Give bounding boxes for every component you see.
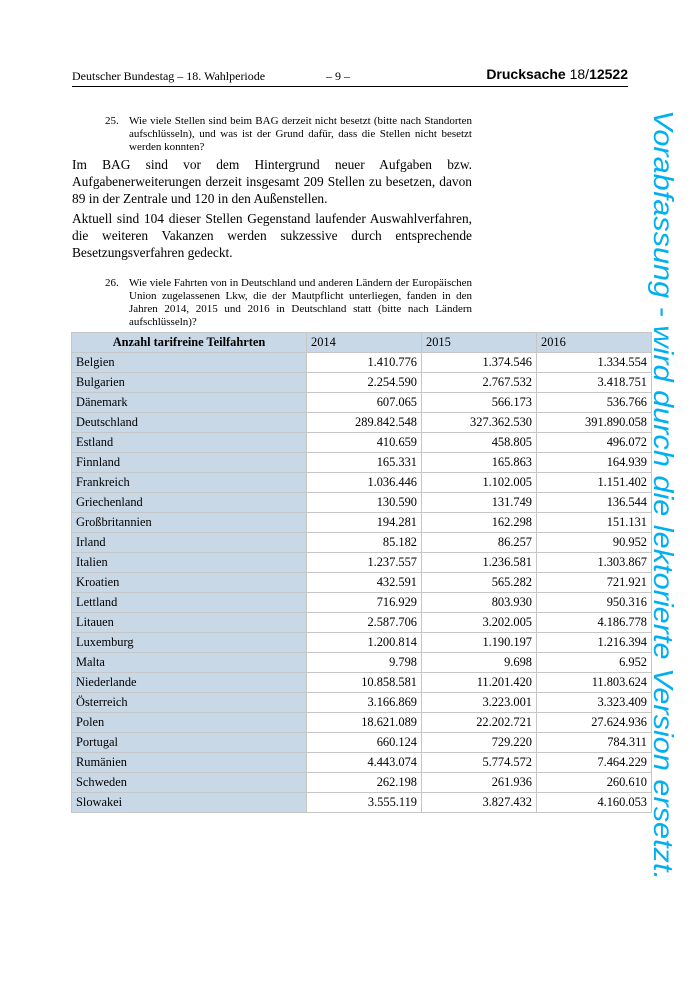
table-cell-value: 1.036.446 [307, 473, 422, 493]
table-row [72, 453, 652, 473]
table-cell-value: 9.698 [422, 653, 537, 673]
table-cell-country: Belgien [72, 353, 307, 373]
table-cell-value: 4.160.053 [537, 793, 652, 813]
table-cell-value: 7.464.229 [537, 753, 652, 773]
table-row [72, 773, 652, 793]
table-cell-value: 3.323.409 [537, 693, 652, 713]
table-row [72, 693, 652, 713]
header-parliament: Deutscher Bundestag – 18. Wahlperiode [72, 69, 266, 83]
table-cell-value: 164.939 [537, 453, 652, 473]
table-cell-country: Niederlande [72, 673, 307, 693]
table-cell-value: 458.805 [422, 433, 537, 453]
table-cell-value: 391.890.058 [537, 413, 652, 433]
table-cell-country: Dänemark [72, 393, 307, 413]
watermark-text: Vorabfassung - wird durch die lektorierte Version ersetzt. [648, 110, 679, 813]
table-cell-value: 432.591 [307, 573, 422, 593]
table-cell-value: 165.331 [307, 453, 422, 473]
table-cell-value: 162.298 [422, 513, 537, 533]
table-cell-value: 3.418.751 [537, 373, 652, 393]
table-cell-value: 9.798 [307, 653, 422, 673]
table-row [72, 633, 652, 653]
table-cell-value: 131.749 [422, 493, 537, 513]
table-row [72, 513, 652, 533]
table-row [72, 653, 652, 673]
table-cell-value: 1.303.867 [537, 553, 652, 573]
table-cell-value: 1.236.581 [422, 553, 537, 573]
table-cell-value: 289.842.548 [307, 413, 422, 433]
table-cell-country: Österreich [72, 693, 307, 713]
table-row [72, 493, 652, 513]
table-cell-value: 1.334.554 [537, 353, 652, 373]
question-26-text: Wie viele Fahrten von in Deutschland und anderen Ländern der Europäischen Union zugelassenen Lkw, die der Mautpflicht unterliegen, fanden in den Jahren 2014, 2015 und 2016 in Deutschland statt (bitte nach Ländern aufschlüsseln)? [129, 277, 472, 328]
table-cell-value: 151.131 [537, 513, 652, 533]
table-cell-country: Malta [72, 653, 307, 673]
table-cell-country: Litauen [72, 613, 307, 633]
table-cell-value: 536.766 [537, 393, 652, 413]
header-document-number [486, 66, 628, 82]
table-cell-country: Italien [72, 553, 307, 573]
table-cell-country: Bulgarien [72, 373, 307, 393]
table-row [72, 353, 652, 373]
table-cell-value: 4.443.074 [307, 753, 422, 773]
table-cell-value: 784.311 [537, 733, 652, 753]
table-cell-country: Irland [72, 533, 307, 553]
header-doc-period: 18/ [569, 66, 590, 82]
table-row [72, 553, 652, 573]
table-cell-value: 18.621.089 [307, 713, 422, 733]
answer-25-paragraph-2: Aktuell sind 104 dieser Stellen Gegenstand laufender Auswahlverfahren, die weiteren Vakanzen werden sukzessive durch entsprechende Besetzungsverfahren gedeckt. [72, 211, 472, 260]
table-row [72, 533, 652, 553]
table-cell-value: 11.201.420 [422, 673, 537, 693]
table-cell-value: 410.659 [307, 433, 422, 453]
table-cell-value: 2.254.590 [307, 373, 422, 393]
header-doc-label: Drucksache [486, 66, 566, 82]
truck-trips-table [71, 332, 652, 813]
table-cell-value: 729.220 [422, 733, 537, 753]
table-cell-country: Luxemburg [72, 633, 307, 653]
answer-25-paragraph-1: Im BAG sind vor dem Hintergrund neuer Aufgaben bzw. Aufgabenerweiterungen derzeit insgesamt 209 Stellen zu besetzen, davon 89 in der Zentrale und 120 in den Außenstellen. [72, 157, 472, 206]
table-row [72, 713, 652, 733]
table-cell-country: Estland [72, 433, 307, 453]
table-cell-value: 86.257 [422, 533, 537, 553]
table-cell-value: 6.952 [537, 653, 652, 673]
table-row [72, 413, 652, 433]
question-26 [72, 277, 472, 329]
table-cell-value: 721.921 [537, 573, 652, 593]
table-cell-value: 1.216.394 [537, 633, 652, 653]
question-25 [72, 115, 472, 157]
table-cell-value: 4.186.778 [537, 613, 652, 633]
table-cell-country: Griechenland [72, 493, 307, 513]
table-cell-value: 11.803.624 [537, 673, 652, 693]
table-header-2015: 2015 [422, 333, 537, 353]
table-header-row [72, 333, 652, 353]
table-cell-value: 3.166.869 [307, 693, 422, 713]
table-cell-country: Deutschland [72, 413, 307, 433]
table-header-2014: 2014 [307, 333, 422, 353]
table-cell-country: Frankreich [72, 473, 307, 493]
table-cell-value: 1.102.005 [422, 473, 537, 493]
table-cell-value: 3.827.432 [422, 793, 537, 813]
table-row [72, 793, 652, 813]
table-cell-value: 565.282 [422, 573, 537, 593]
question-25-text: Wie viele Stellen sind beim BAG derzeit nicht besetzt (bitte nach Standorten aufschlüsseln), und was ist der Grund dafür, dass die Stellen nicht besetzt werden konnten? [129, 115, 472, 153]
table-cell-country: Polen [72, 713, 307, 733]
table-row [72, 473, 652, 493]
table-cell-value: 260.610 [537, 773, 652, 793]
table-cell-value: 1.151.402 [537, 473, 652, 493]
table-row [72, 753, 652, 773]
table-cell-value: 3.202.005 [422, 613, 537, 633]
table-cell-value: 27.624.936 [537, 713, 652, 733]
table-cell-value: 327.362.530 [422, 413, 537, 433]
header-page-number: – 9 – [326, 69, 350, 83]
table-cell-value: 130.590 [307, 493, 422, 513]
table-cell-value: 950.316 [537, 593, 652, 613]
table-cell-value: 566.173 [422, 393, 537, 413]
draft-watermark [640, 110, 700, 890]
table-header-2016: 2016 [537, 333, 652, 353]
table-cell-value: 1.190.197 [422, 633, 537, 653]
table-cell-country: Schweden [72, 773, 307, 793]
table-row [72, 393, 652, 413]
header-doc-id: 12522 [589, 66, 628, 82]
table-cell-value: 660.124 [307, 733, 422, 753]
table-row [72, 373, 652, 393]
table-cell-value: 194.281 [307, 513, 422, 533]
table-cell-value: 1.237.557 [307, 553, 422, 573]
table-cell-country: Portugal [72, 733, 307, 753]
table-cell-value: 22.202.721 [422, 713, 537, 733]
table-cell-value: 165.863 [422, 453, 537, 473]
table-cell-country: Kroatien [72, 573, 307, 593]
table-cell-country: Lettland [72, 593, 307, 613]
page-header [72, 66, 628, 87]
table-cell-country: Slowakei [72, 793, 307, 813]
table-cell-value: 136.544 [537, 493, 652, 513]
table-header-label: Anzahl tarifreine Teilfahrten [72, 333, 307, 353]
table-cell-value: 2.587.706 [307, 613, 422, 633]
question-25-number: 25. [105, 115, 119, 127]
table-cell-value: 90.952 [537, 533, 652, 553]
table-cell-value: 607.065 [307, 393, 422, 413]
table-cell-country: Finnland [72, 453, 307, 473]
table-row [72, 613, 652, 633]
table-row [72, 733, 652, 753]
table-row [72, 673, 652, 693]
table-cell-value: 2.767.532 [422, 373, 537, 393]
table-cell-value: 5.774.572 [422, 753, 537, 773]
table-row [72, 433, 652, 453]
table-cell-value: 716.929 [307, 593, 422, 613]
table-cell-value: 1.200.814 [307, 633, 422, 653]
table-cell-value: 803.930 [422, 593, 537, 613]
question-26-number: 26. [105, 277, 119, 289]
table-cell-value: 496.072 [537, 433, 652, 453]
table-cell-value: 1.410.776 [307, 353, 422, 373]
table-row [72, 593, 652, 613]
table-cell-value: 85.182 [307, 533, 422, 553]
table-cell-value: 261.936 [422, 773, 537, 793]
table-cell-value: 1.374.546 [422, 353, 537, 373]
table-cell-value: 262.198 [307, 773, 422, 793]
table-cell-value: 10.858.581 [307, 673, 422, 693]
table-cell-value: 3.555.119 [307, 793, 422, 813]
table-row [72, 573, 652, 593]
table-cell-value: 3.223.001 [422, 693, 537, 713]
table-cell-country: Rumänien [72, 753, 307, 773]
table-cell-country: Großbritannien [72, 513, 307, 533]
